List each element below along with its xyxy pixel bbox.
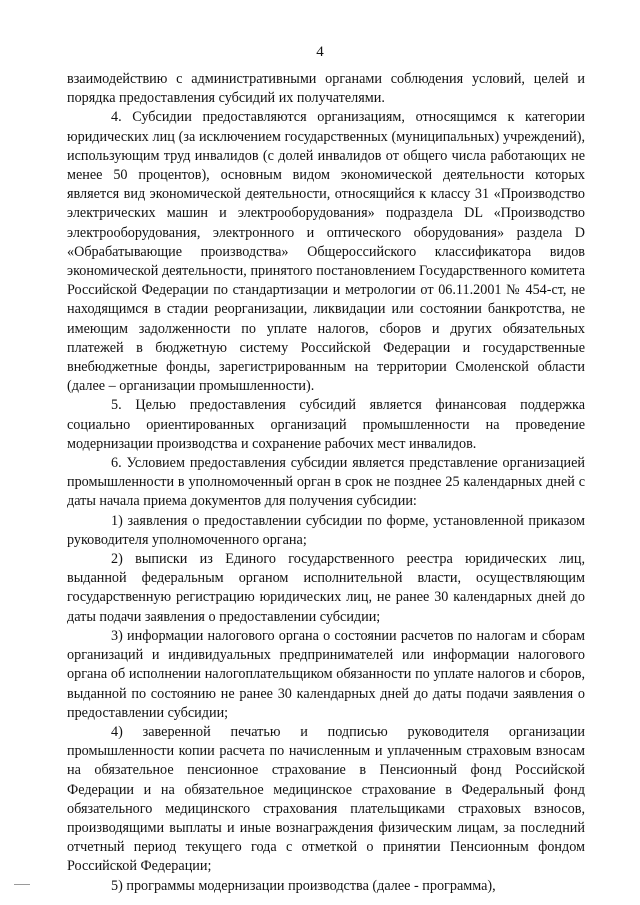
scan-margin-mark xyxy=(14,884,30,885)
subitem-3: 3) информации налогового органа о состоянии расчетов по налогам и сборам организаций и индивидуальных предпринимателей или информации налогового органа об исполнении налогоплательщиком обязанности по уплате налогов и сборов, выданной по состоянию не ранее 30 календарных дней до даты подачи заявления о предоставлении субсидии; xyxy=(67,627,585,721)
paragraph-item-5: 5. Целью предоставления субсидий является финансовая поддержка социально ориентированных организаций промышленности на проведение модернизации производства и сохранение рабочих мест инвалидов. xyxy=(67,397,585,452)
subitem-4: 4) заверенной печатью и подписью руководителя организации промышленности копии расчета по начисленным и уплаченным страховым взносам на обязательное пенсионное страхование в Пенсионный фонд Российской Федерации и на обязательное медицинское страхование в Федеральный фонд обязательного медицинского страхования плательщиками страховых взносов, производящими выплаты и иные вознаграждения физическим лицам, за последний отчетный период текущего года с отметкой о принятии Пенсионным фондом Российской Федерации; xyxy=(67,723,585,875)
subitem-5: 5) программы модернизации производства (далее - программа), xyxy=(111,877,496,894)
document-body xyxy=(67,70,585,896)
paragraph-item-6: 6. Условием предоставления субсидии является представление организацией промышленности в уполномоченный орган в срок не позднее 25 календарных дней с даты начала приема документов для получения субсидии: xyxy=(67,455,585,510)
subitem-1: 1) заявления о предоставлении субсидии по форме, установленной приказом руководителя уполномоченного органа; xyxy=(67,512,585,548)
paragraph-continuation: взаимодействию с административными органами соблюдения условий, целей и порядка предоставления субсидий их получателями. xyxy=(67,71,585,107)
paragraph-item-4: 4. Субсидии предоставляются организациям, относящимся к категории юридических лиц (за исключением государственных (муниципальных) учреждений), использующим труд инвалидов (с долей инвалидов от общего числа работающих не менее 50 процентов), основным видом экономической деятельности которых является вид экономической деятельности, относящийся к классу 31 «Производство электрических машин и электрооборудования» подраздела DL «Производство электрооборудования, электронного и оптического оборудования» раздела D «Обрабатывающие производства» Общероссийского классификатора видов экономической деятельности, принятого постановлением Государственного комитета Российской Федерации по стандартизации и метрологии от 06.11.2001 № 454-ст, не находящимся в стадии реорганизации, ликвидации или состоянии банкротства, не имеющим задолженности по уплате налогов, сборов и других обязательных платежей в бюджетную систему Российской Федерации и государственные внебюджетные фонды, зарегистрированным на территории Смоленской области (далее – организации промышленности). xyxy=(67,109,585,395)
subitem-2: 2) выписки из Единого государственного реестра юридических лиц, выданной федеральным органом исполнительной власти, осуществляющим государственную регистрацию юридических лиц, не ранее 30 календарных дней до даты подачи заявления о предоставлении субсидии; xyxy=(67,551,585,625)
page-number: 4 xyxy=(316,44,324,60)
